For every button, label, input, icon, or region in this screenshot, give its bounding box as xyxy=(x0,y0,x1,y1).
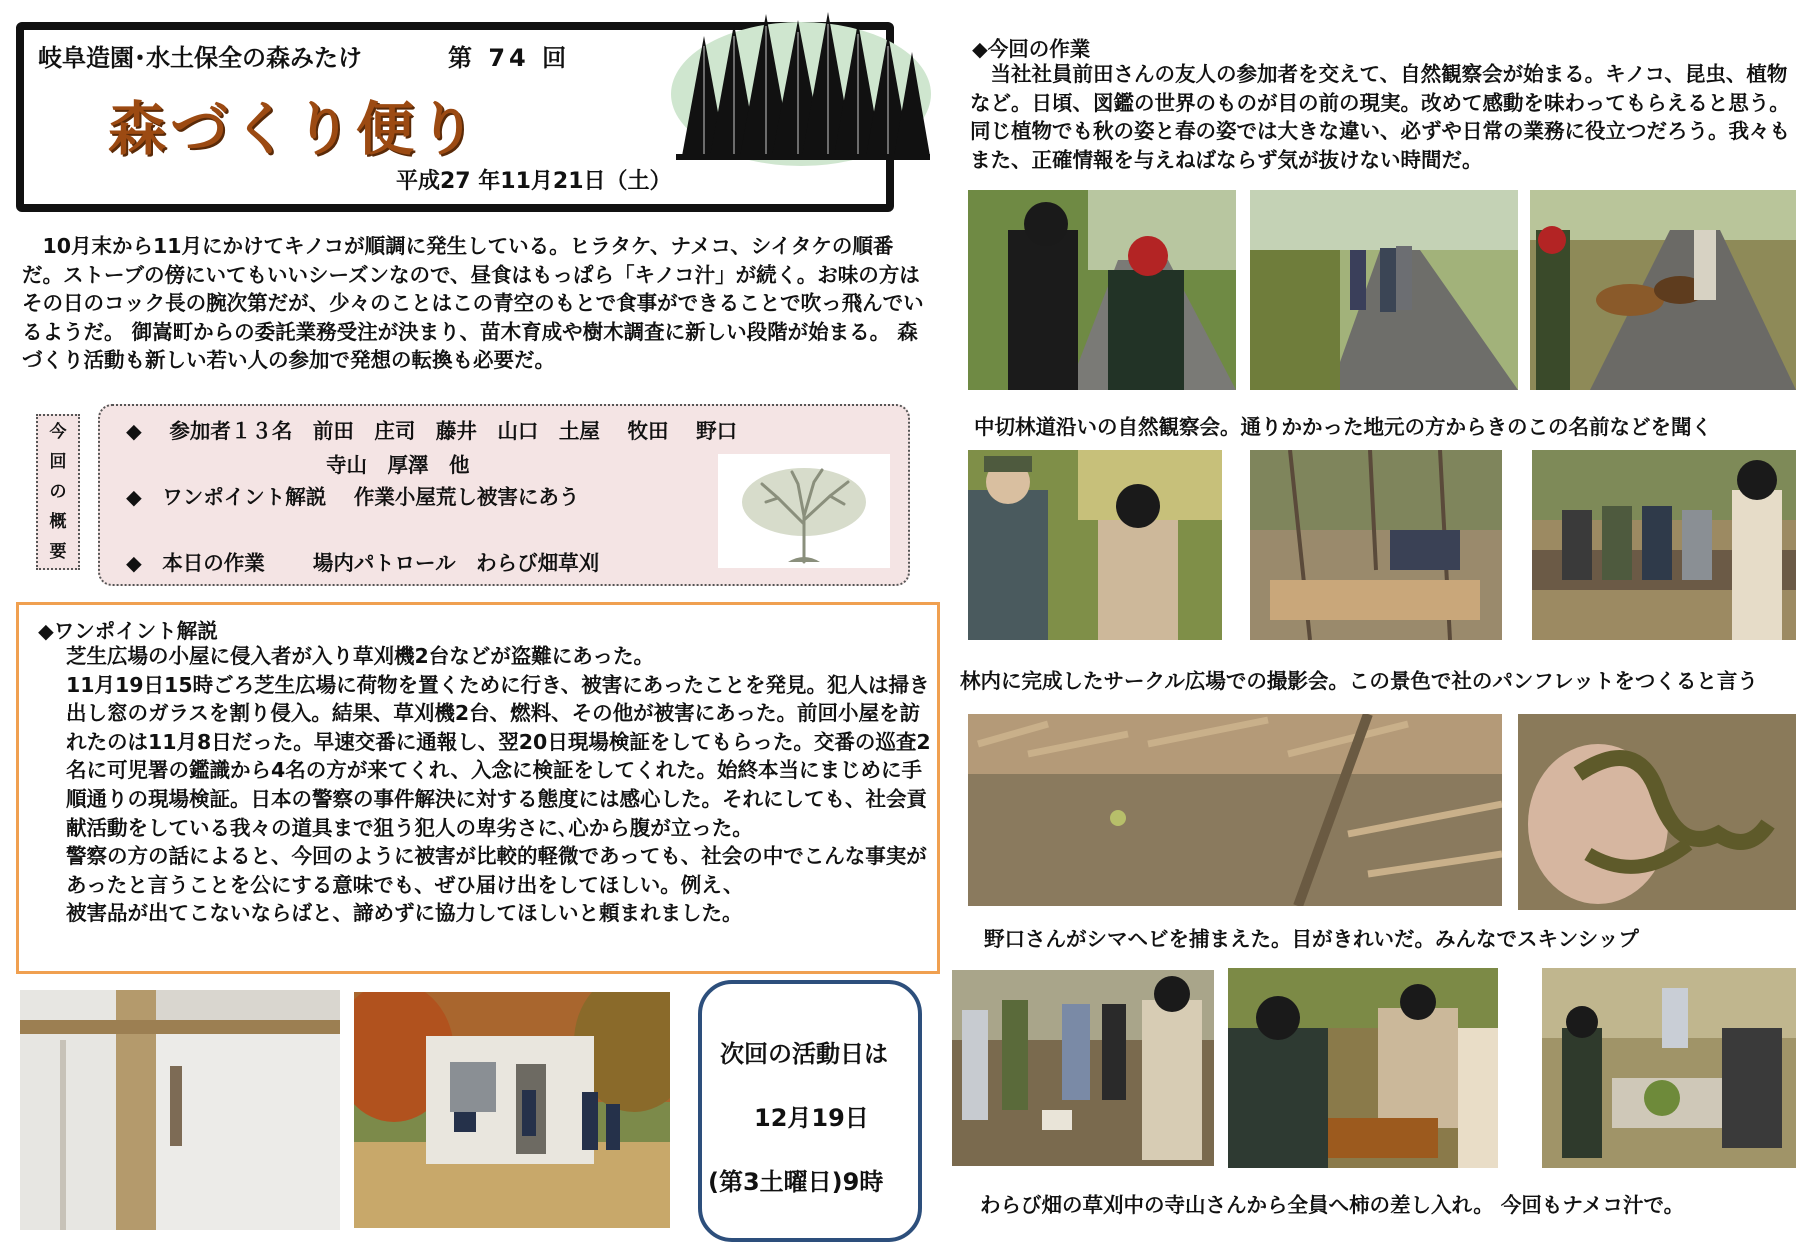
next-activity-date: 12月19日 xyxy=(754,1104,869,1132)
photo-snake-in-hand xyxy=(1518,714,1796,910)
photo-mushroom-talk xyxy=(968,190,1236,390)
newsletter-title: 森づくり便り xyxy=(108,95,481,163)
issue-date: 平成27 年11月21日（土） xyxy=(396,169,672,194)
caption-nature-walk: 中切林道沿いの自然観察会。通りかかった地元の方からきのこの名前などを聞く xyxy=(974,415,1712,439)
onepoint-body: 芝生広場の小屋に侵入者が入り草刈機2台などが盗難にあった。 11月19日15時ごろ芝生広場に荷物を置くために行き、被害にあったことを発見。犯人は掃き出し窓のガラスを割り侵入。結果、草刈機2台、燃料、その他が被害にあった。前回小屋を訪れたのは11月8日だった。早速交番に通報し、翌20日現場検証をしてもらった。交番の巡査2名に可児署の鑑識から4名の方が来てくれ、入念に検証をしてくれた。始終本当にまじめに手順通りの現場検証。日本の警察の事件解決に対する態度には感心した。それにしても、社会貢献活動をしている我々の道具まで狙う犯人の卑劣さに､心から腹が立った。 警察の方の話によると、今回のように被害が比較的軽微であっても、社会の中でこんな事実があったと言うことを公にする意味でも、ぜひ届け出をしてほしい。例え、 被害品が出てこないならばと、諦めずに協力してほしいと頼まれました。 xyxy=(66,644,931,926)
organization-name: 岐阜造園･水土保全の森みたけ xyxy=(38,44,362,72)
photo-cut-logs xyxy=(968,714,1502,906)
summary-label-char: 概 xyxy=(49,512,67,532)
summary-participants: ◆ 参加者１３名 前田 庄司 藤井 山口 土屋 牧田 野口 xyxy=(126,419,738,443)
tree-illustration xyxy=(718,454,890,568)
issue-number: 第 74 回 xyxy=(448,44,571,72)
next-activity-label: 次回の活動日は xyxy=(720,1040,888,1068)
photo-police-inspection xyxy=(354,992,670,1228)
summary-label-char: 今 xyxy=(49,422,67,442)
photo-dogs-on-path xyxy=(1530,190,1796,390)
summary-label-char: の xyxy=(49,482,67,502)
summary-work: ◆ 本日の作業 場内パトロール わらび畑草刈 xyxy=(126,551,600,575)
photo-mushroom-prep xyxy=(1228,968,1498,1168)
summary-label xyxy=(36,414,80,570)
caption-snake: 野口さんがシマヘビを捕まえた。目がきれいだ。みんなでスキンシップ xyxy=(984,927,1639,951)
summary-participants-cont: 寺山 厚澤 他 xyxy=(326,453,470,477)
photo-local-resident xyxy=(968,450,1222,640)
work-body: 当社社員前田さんの友人の参加者を交えて、自然観察会が始まる。キノコ、昆虫、植物など。日頃、図鑑の世界のものが目の前の現実。改めて感動を味わってもらえると思う。同じ植物でも秋の姿と春の姿では大きな違い、必ずや日常の業務に役立つだろう。我々もまた、正確情報を与えねばならず気が抜けない時間だ。 xyxy=(970,62,1790,172)
onepoint-heading: ◆ワンポイント解説 xyxy=(38,619,218,643)
summary-label-char: 要 xyxy=(49,542,67,562)
work-heading: ◆今回の作業 xyxy=(972,37,1091,61)
summary-label-char: 回 xyxy=(49,452,67,472)
photo-lunch-table xyxy=(1542,968,1796,1168)
caption-photo-session: 林内に完成したサークル広場での撮影会。この景色で社のパンフレットをつくると言う xyxy=(960,669,1758,693)
photo-broken-window xyxy=(20,990,340,1230)
intro-paragraph: 10月末から11月にかけてキノコが順調に発生している。ヒラタケ、ナメコ、シイタケの順番だ。ストーブの傍にいてもいいシーズンなので、昼食はもっぱら「キノコ汁」が続く。お味の方はその日のコック長の腕次第だが、少々のことはこの青空のもとで食事ができることで吹っ飛んでいるようだ。 御嵩町からの委託業務受注が決まり、苗木育成や樹木調査に新しい段階が始まる。 森づくり活動も新しい若い人の参加で発想の転換も必要だ。 xyxy=(22,234,924,372)
next-activity-time: (第3土曜日)9時 xyxy=(708,1168,884,1196)
photo-group-persimmons xyxy=(952,970,1214,1166)
forest-trees-illustration xyxy=(668,6,934,168)
photo-group-sitting xyxy=(1532,450,1796,640)
summary-onepoint: ◆ ワンポイント解説 作業小屋荒し被害にあう xyxy=(126,485,580,509)
caption-persimmons: わらび畑の草刈中の寺山さんから全員へ柿の差し入れ。 今回もナメコ汁で。 xyxy=(980,1193,1685,1217)
photo-forest-road-group xyxy=(1250,190,1518,390)
photo-circle-plaza xyxy=(1250,450,1502,640)
